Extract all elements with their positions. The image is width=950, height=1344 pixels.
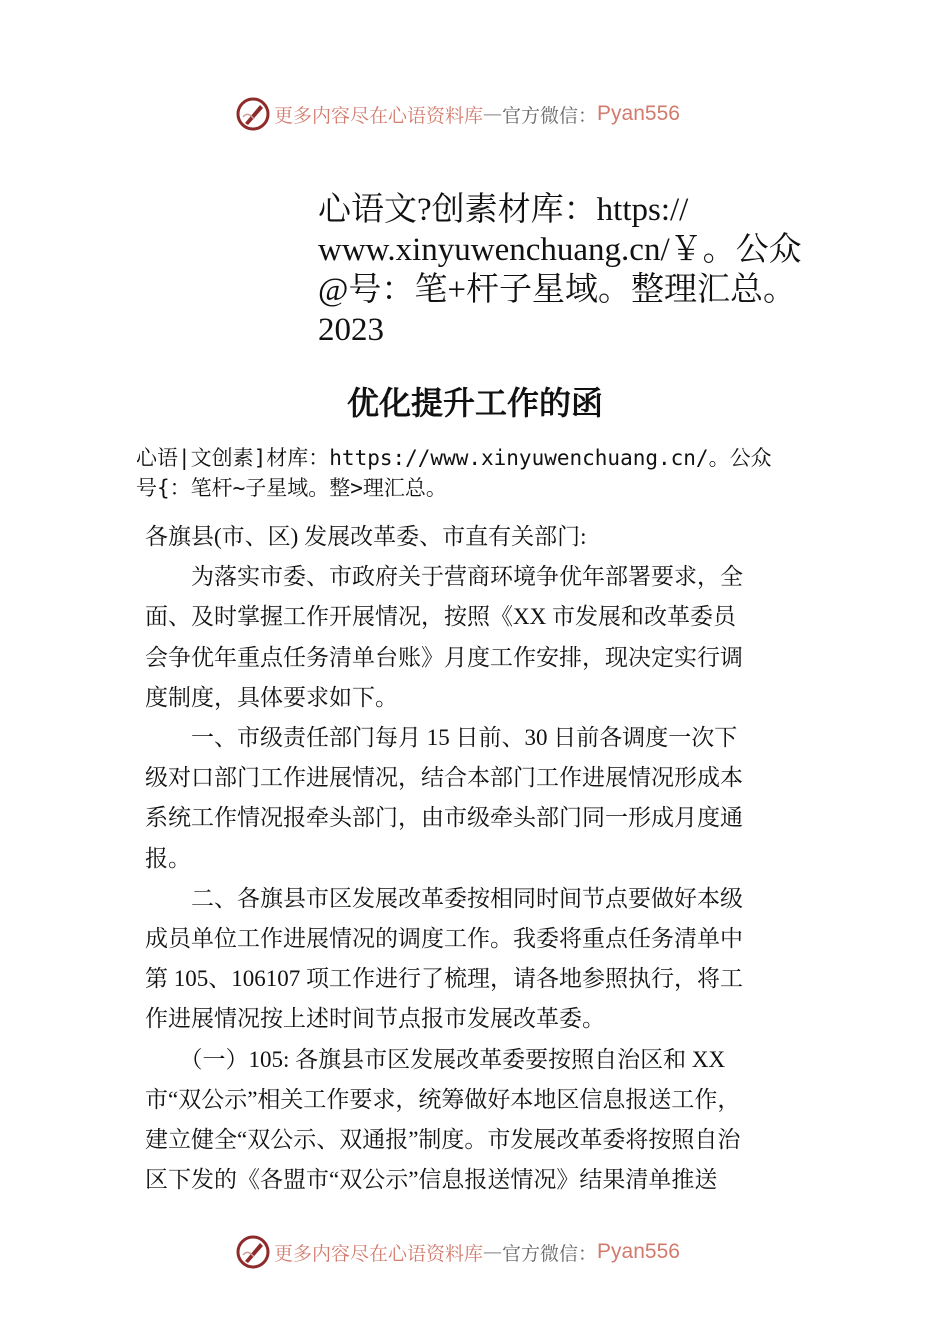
header-line: 2023 [318,312,384,348]
header-line: 心语文?创素材库：https:// [318,192,689,228]
body-line: 级对口部门工作进展情况，结合本部门工作进展情况形成本 [145,765,743,791]
body-line: 系统工作情况报牵头部门，由市级牵头部门同一形成月度通 [145,805,743,831]
body-line: 区下发的《各盟市“双公示”信息报送情况》结果清单推送 [145,1167,718,1193]
header-line: www.xinyuwenchuang.cn/￥。公众 [318,232,802,268]
body-line: （一）105: 各旗县市区发展改革委要按照自治区和 XX [145,1046,726,1072]
banner-main-text: 更多内容尽在心语资料库 [274,104,484,127]
salutation: 各旗县(市、区) 发展改革委、市直有关部门: [145,524,587,549]
banner-wechat-label: 官方微信： [502,1242,598,1265]
banner-main-text: 更多内容尽在心语资料库 [274,1242,484,1265]
banner-dash: — [483,103,503,125]
body-line: 第 105、106107 项工作进行了梳理，请各地参照执行，将工 [145,966,743,992]
note-line: 号{：笔杆~子星域。整>理汇总。 [136,476,447,500]
body-line: 作进展情况按上述时间节点报市发展改革委。 [145,1006,605,1032]
body-line: 度制度，具体要求如下。 [145,684,398,710]
quill-logo-icon [236,1235,270,1269]
banner-wechat-label: 官方微信： [502,104,598,127]
body-line: 报。 [145,845,191,871]
note-line: 心语|文创素]材库：https://www.xinyuwenchuang.cn/。公众 [136,446,772,470]
header-line: @号：笔+杆子星域。整理汇总。 [318,272,797,308]
body-line: 建立健全“双公示、双通报”制度。市发展改革委将按照自治 [145,1127,741,1153]
body-line: 二、各旗县市区发展改革委按相同时间节点要做好本级 [145,885,743,911]
document-body [145,517,825,1200]
banner-wechat-id: Pyan556 [597,102,680,125]
footer-banner [236,1232,680,1272]
header-banner [236,94,680,134]
body-line: 面、及时掌握工作开展情况，按照《XX 市发展和改革委员 [145,604,736,630]
body-line: 成员单位工作进展情况的调度工作。我委将重点任务清单中 [145,926,743,952]
header-watermark-block [318,190,848,350]
body-line: 市“双公示”相关工作要求，统筹做好本地区信息报送工作， [145,1086,741,1112]
body-line: 会争优年重点任务清单台账》月度工作安排，现决定实行调 [145,644,743,670]
banner-dash: — [483,1241,503,1263]
banner-wechat-id: Pyan556 [597,1240,680,1263]
body-line: 一、市级责任部门每月 15 日前、30 日前各调度一次下 [145,725,738,751]
source-note [136,443,836,503]
document-title: 优化提升工作的函 [346,384,603,422]
quill-logo-icon [236,97,270,131]
body-line: 为落实市委、市政府关于营商环境争优年部署要求，全 [145,564,743,590]
